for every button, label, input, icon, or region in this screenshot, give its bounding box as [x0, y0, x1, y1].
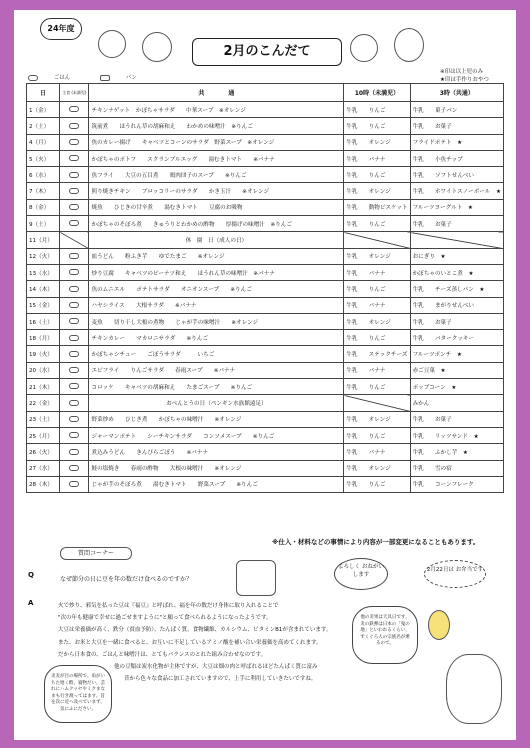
row-date: 15（金）	[27, 297, 60, 313]
menu-row	[27, 330, 504, 346]
header-staple: 主食 (未満児)	[60, 84, 89, 102]
staple-icon	[69, 416, 79, 422]
staple-cell	[60, 264, 89, 280]
menu-row	[27, 134, 504, 150]
staple-icon	[69, 286, 79, 292]
staple-icon	[69, 123, 79, 129]
staple-icon	[69, 335, 79, 341]
row-main-dishes: 皿うどん 粉ふき芋 ゆでたまご ※オレンジ	[89, 248, 344, 264]
staple-icon	[69, 172, 79, 178]
row-10-snack	[344, 395, 410, 411]
staple-cell	[60, 444, 89, 460]
row-main-dishes: 休 園 日（成人の日）	[89, 232, 344, 248]
row-main-dishes: かぼちゃのポトフ スクランブルエッグ 湯むきトマト ※バナナ	[89, 150, 344, 166]
row-date: 25（月）	[27, 427, 60, 443]
menu-row	[27, 444, 504, 460]
row-3-snack: 牛乳 ふかし芋 ★	[410, 444, 503, 460]
row-3-snack: 牛乳 ソフトせんべい	[410, 167, 503, 183]
row-date: 16（土）	[27, 313, 60, 329]
row-3-snack: 牛乳 雪の宿	[410, 460, 503, 476]
row-10-snack: 牛乳 りんご	[344, 118, 410, 134]
row-main-dishes: かぼちゃシチュー ごぼうサラダ いちご	[89, 346, 344, 362]
row-date: 26（火）	[27, 444, 60, 460]
note-homemade: ★印は手作りおやつ	[440, 77, 489, 83]
staple-cell	[60, 232, 89, 248]
row-main-dishes: 野菜炒め ひじき煮 かぼちゃの味噌汁 ※オレンジ	[89, 411, 344, 427]
menu-row	[27, 102, 504, 118]
staple-icon	[69, 351, 79, 357]
staple-icon	[69, 220, 79, 226]
rice-bowl-icon	[28, 75, 38, 81]
staple-icon	[69, 432, 79, 438]
row-10-snack: 牛乳 バナナ	[344, 362, 410, 378]
row-date: 8（金）	[27, 199, 60, 215]
page-title: 2月のこんだて	[192, 38, 342, 66]
row-date: 19（火）	[27, 346, 60, 362]
menu-row	[27, 118, 504, 134]
staple-cell	[60, 379, 89, 395]
staple-icon	[69, 383, 79, 389]
staple-icon	[69, 367, 79, 373]
answer-line: 火で炒り、邪気を払った豆は『福豆』と呼ばれ、福を年の数だけ身体に取り入れることで	[58, 603, 279, 609]
row-main-dishes: ハヤシライス 大根サラダ ※バナナ	[89, 297, 344, 313]
row-3-snack: 牛乳 お菓子	[410, 313, 503, 329]
row-date: 9（土）	[27, 216, 60, 232]
left-bubble-text: 炎炎が目の場所で、角がいちた遅く酔、寝物だい、芸れにハムクッセやミクまなまも行き渡ってはます。首を次に近へ及べていまず、気にふにださい。	[51, 674, 105, 712]
header-main: 共 通	[89, 84, 344, 102]
menu-row	[27, 167, 504, 183]
menu-row	[27, 411, 504, 427]
row-3-snack: フライドポテト ★	[410, 134, 503, 150]
staple-cell	[60, 134, 89, 150]
menu-table	[26, 83, 504, 493]
staple-icon	[69, 449, 79, 455]
row-10-snack: 牛乳 りんご	[344, 102, 410, 118]
row-date: 7（木）	[27, 183, 60, 199]
bean-character-illustration	[428, 610, 450, 640]
row-main-dishes: ジャーマンポテト シーチキンサラダ コンソメスープ ※りんご	[89, 427, 344, 443]
answer-mark: A	[28, 599, 34, 607]
row-main-dishes: 麦魚 切り干し大根の煮物 じゃが芋の味噌汁 ※オレンジ	[89, 313, 344, 329]
row-3-snack: ポップコーン ★	[410, 379, 503, 395]
row-10-snack: 牛乳 バナナ	[344, 297, 410, 313]
staple-cell	[60, 281, 89, 297]
menu-row	[27, 216, 504, 232]
row-3-snack: 牛乳 バタークッキー	[410, 330, 503, 346]
staple-cell	[60, 460, 89, 476]
row-10-snack: 牛乳 ステックチーズ	[344, 346, 410, 362]
row-date: 12（火）	[27, 248, 60, 264]
row-3-snack: 牛乳 まがりせんべい	[410, 297, 503, 313]
row-date: 6（水）	[27, 167, 60, 183]
row-10-snack: 牛乳 オレンジ	[344, 411, 410, 427]
menu-body	[27, 102, 504, 493]
row-10-snack: 牛乳 りんご	[344, 476, 410, 492]
row-date: 28（木）	[27, 476, 60, 492]
staple-cell	[60, 411, 89, 427]
hello-bubble-text: よろしく おねがい します	[338, 564, 384, 578]
question-text: なぜ節分の日に豆を年の数だけ食べるのですか？	[60, 576, 193, 583]
row-3-snack	[410, 232, 503, 248]
menu-row	[27, 313, 504, 329]
answer-line: だから日本食の、ごはんと味噌汁は、とてもバランスのとれた組み合わせなのです。	[58, 651, 267, 658]
kid-illustration-3	[350, 34, 378, 62]
kid-illustration-4	[394, 28, 424, 62]
row-date: 21（木）	[27, 379, 60, 395]
staple-icon	[69, 302, 79, 308]
staple-icon	[69, 481, 79, 487]
row-main-dishes: 照り焼きチキン ブロッコリーのサラダ かき玉汁 ※オレンジ	[89, 183, 344, 199]
row-10-snack: 牛乳 りんご	[344, 216, 410, 232]
row-date: 11（月）	[27, 232, 60, 248]
answer-line: 昔から色々な食品に加工されていますので、上手に利用していきたいですね。	[124, 676, 317, 683]
row-10-snack: 牛乳 りんご	[344, 330, 410, 346]
row-3-snack: 牛乳 リッツサンド ★	[410, 427, 503, 443]
row-3-snack: 牛乳 お菓子	[410, 411, 503, 427]
menu-row	[27, 248, 504, 264]
staple-cell	[60, 427, 89, 443]
row-date: 5（火）	[27, 150, 60, 166]
row-main-dishes: コロッケ キャベツの胡麻和え たまごスープ ※りんご	[89, 379, 344, 395]
staple-cell	[60, 167, 89, 183]
staple-cell	[60, 395, 89, 411]
answer-line: 他の豆類は炭水化物が主体ですが、大豆は畑の肉と呼ばれるほどたんぱく質に富み	[114, 664, 318, 671]
row-date: 1（金）	[27, 102, 60, 118]
row-10-snack: 牛乳 オレンジ	[344, 134, 410, 150]
menu-row	[27, 150, 504, 166]
menu-row	[27, 460, 504, 476]
answer-line: "次の年も健康で幸せに過ごせますように"と願って食べられるようになったようです。	[58, 615, 272, 622]
staple-cell	[60, 118, 89, 134]
staple-cell	[60, 313, 89, 329]
menu-row	[27, 395, 504, 411]
question-mark: Q	[28, 571, 34, 579]
menu-row	[27, 232, 504, 248]
row-3-snack: 牛乳 チーズ蒸しパン ★	[410, 281, 503, 297]
staple-icon	[69, 106, 79, 112]
row-10-snack: 牛乳 りんご	[344, 379, 410, 395]
row-10-snack: 牛乳 バナナ	[344, 264, 410, 280]
row-3-snack: おにぎり ★	[410, 248, 503, 264]
answer-line: また、お米と大豆を一緒に食べると、お互いに不足しているアミノ酸を補い合い栄養価を高めてくれます。	[58, 639, 322, 646]
staple-cell	[60, 346, 89, 362]
answer-line: 大豆は栄養価が高く、鉄分（貧血予防）、たんぱく質、食物繊維、カルシウム、ビタミンB1が含まれています。	[58, 627, 332, 634]
row-main-dishes: 炒り豆腐 キャベツのピーナツ和え ほうれん草の味噌汁 ※バナナ	[89, 264, 344, 280]
kid-illustration-1	[98, 30, 126, 58]
menu-row	[27, 346, 504, 362]
row-3-snack: 牛乳 コーンフレーク	[410, 476, 503, 492]
row-main-dishes: 筑前煮 ほうれん草の胡麻和え わかめの味噌汁 ※りんご	[89, 118, 344, 134]
row-10-snack: 牛乳 バナナ	[344, 150, 410, 166]
row-date: 22（金）	[27, 395, 60, 411]
staple-cell	[60, 199, 89, 215]
staple-cell	[60, 150, 89, 166]
row-date: 2（土）	[27, 118, 60, 134]
legend-bread: パン	[125, 75, 137, 81]
staple-icon	[69, 318, 79, 324]
row-3-snack: かぼちゃのいとこ煮 ★	[410, 264, 503, 280]
row-main-dishes: 焼魚 ひじきの甘辛煮 湯むきトマト 豆腐のお吸物	[89, 199, 344, 215]
legend-rice: ごはん	[53, 75, 71, 81]
year-badge: 24年度	[40, 18, 82, 40]
row-date: 4（月）	[27, 134, 60, 150]
staple-icon	[69, 204, 79, 210]
staple-legend	[28, 73, 165, 81]
staple-icon	[69, 188, 79, 194]
menu-row	[27, 379, 504, 395]
row-10-snack: 牛乳 動物ビスケット	[344, 199, 410, 215]
menu-row	[27, 476, 504, 492]
staple-cell	[60, 216, 89, 232]
bento-date-bubble	[424, 560, 486, 588]
row-date: 27（水）	[27, 460, 60, 476]
row-date: 20（水）	[27, 362, 60, 378]
row-10-snack: 牛乳 りんご	[344, 427, 410, 443]
hello-bubble	[334, 558, 388, 590]
staple-icon	[69, 139, 79, 145]
qa-corner-label: 質問コーナー	[60, 547, 132, 560]
row-10-snack: 牛乳 りんご	[344, 281, 410, 297]
staple-icon	[69, 155, 79, 161]
menu-sheet	[14, 10, 516, 740]
bento-date-text: 2月22日は お弁当です	[426, 567, 484, 573]
row-10-snack: 牛乳 オレンジ	[344, 460, 410, 476]
left-bubble	[44, 665, 112, 723]
row-main-dishes: チキンカレー マカロニサラダ ※りんご	[89, 330, 344, 346]
row-3-snack: 牛乳 小魚チップ	[410, 150, 503, 166]
staple-icon	[69, 253, 79, 259]
staple-cell	[60, 476, 89, 492]
row-10-snack	[344, 232, 410, 248]
row-main-dishes: 魚フライ 大豆の五目煮 鶏肉団子のスープ ※りんご	[89, 167, 344, 183]
row-main-dishes: かぼちゃのそぼろ煮 きゅうりとわかめの酢物 厚揚げの味噌汁 ※りんご	[89, 216, 344, 232]
header-10: 10時（未満児）	[344, 84, 410, 102]
row-10-snack: 牛乳 りんご	[344, 167, 410, 183]
notes	[440, 68, 489, 84]
row-main-dishes: チキンナゲット かぼちゃサラダ 中華スープ ※オレンジ	[89, 102, 344, 118]
oni-illustration	[446, 654, 502, 724]
row-3-snack: 牛乳 ホワイトスノーボール ★	[410, 183, 503, 199]
menu-row	[27, 297, 504, 313]
staple-cell	[60, 297, 89, 313]
staple-icon	[69, 400, 79, 406]
staple-icon	[69, 465, 79, 471]
oni-bubble	[352, 606, 418, 664]
bread-icon	[100, 75, 110, 81]
row-main-dishes: エビフライ りんごサラダ 春雨スープ ※バナナ	[89, 362, 344, 378]
row-date: 23（土）	[27, 411, 60, 427]
bean-bag-illustration	[236, 560, 276, 596]
staple-cell	[60, 330, 89, 346]
row-main-dishes: 煮込みうどん きんぴらごぼう ※バナナ	[89, 444, 344, 460]
row-main-dishes: じゃが芋のそぼろ煮 湯むきトマト 野菜スープ ※りんご	[89, 476, 344, 492]
row-3-snack: 牛乳 お菓子	[410, 216, 503, 232]
staple-cell	[60, 248, 89, 264]
row-date: 18（月）	[27, 330, 60, 346]
menu-row	[27, 362, 504, 378]
staple-cell	[60, 102, 89, 118]
menu-row	[27, 199, 504, 215]
row-date: 14（木）	[27, 281, 60, 297]
menu-row	[27, 427, 504, 443]
row-3-snack: 牛乳 菓子パン	[410, 102, 503, 118]
menu-row	[27, 281, 504, 297]
row-main-dishes: 魚のカレー揚げ キャベツとコーンのサラダ 野菜スープ ※オレンジ	[89, 134, 344, 150]
oni-bubble-text: 他の炎果は天具日です。炎の鉄弾は日本の「鬼の地」といわれるくらい、ずくぐろ人の宗族名が乗るので。	[360, 615, 410, 646]
caution-note: ※仕入・材料などの事情により内容が一部変更になることもあります。	[272, 538, 480, 546]
row-main-dishes: おべんとうの日（ペンギン水族館遠足）	[89, 395, 344, 411]
kid-illustration-2	[142, 32, 172, 62]
staple-cell	[60, 183, 89, 199]
note-older-only: ※印は以上児のみ	[440, 69, 484, 75]
menu-row	[27, 183, 504, 199]
row-10-snack: 牛乳 バナナ	[344, 444, 410, 460]
row-10-snack: 牛乳 オレンジ	[344, 248, 410, 264]
row-main-dishes: 魚のムニエル ポテトサラダ オニオンスープ ※りんご	[89, 281, 344, 297]
row-10-snack: 牛乳 オレンジ	[344, 313, 410, 329]
staple-cell	[60, 362, 89, 378]
row-3-snack: フルーツポンチ ★	[410, 346, 503, 362]
row-3-snack: みかん	[410, 395, 503, 411]
header-day: 日	[27, 84, 60, 102]
row-3-snack: 牛乳 お菓子	[410, 118, 503, 134]
row-main-dishes: 鮭の塩焼き 春雨の酢物 大根の味噌汁 ※オレンジ	[89, 460, 344, 476]
menu-row	[27, 264, 504, 280]
header-3: 3時（共通）	[410, 84, 503, 102]
row-date: 13（水）	[27, 264, 60, 280]
row-3-snack: フルーツヨーグルト ★	[410, 199, 503, 215]
staple-icon	[69, 269, 79, 275]
row-10-snack: 牛乳 オレンジ	[344, 183, 410, 199]
row-3-snack: 赤ご豆菓 ★	[410, 362, 503, 378]
